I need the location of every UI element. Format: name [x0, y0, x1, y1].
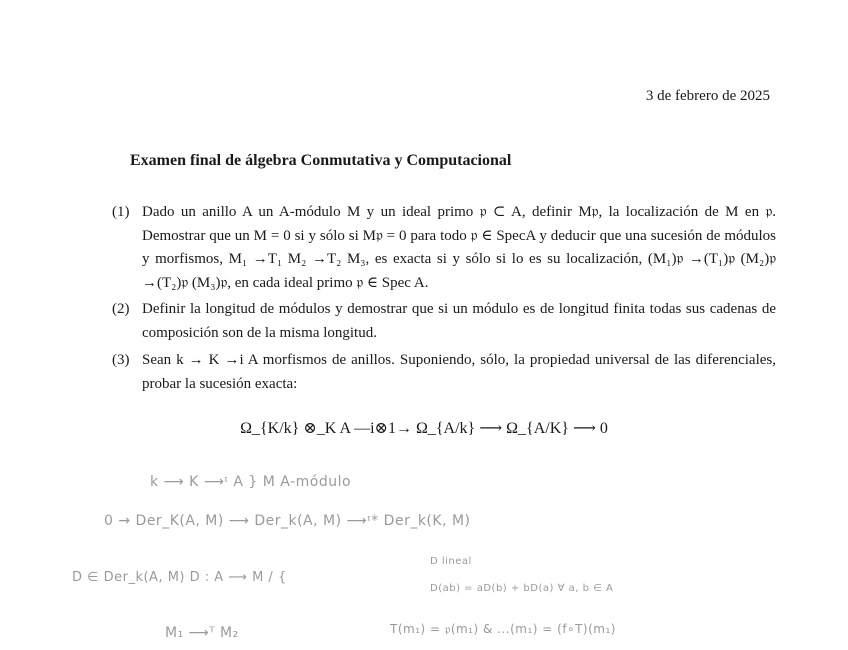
problem-text: Sean k → K →i A morfismos de anillos. Suponiendo, sólo, la propiedad universal de las diferenciales, probar la sucesión exacta: — [142, 352, 776, 392]
exact-sequence-formula: Ω_{K/k} ⊗_K A —i⊗1→ Ω_{A/k} ⟶ Ω_{A/K} ⟶ 0 — [240, 420, 608, 437]
handwritten-note: 0 → Der_K(A, M) ⟶ Der_k(A, M) ⟶ᶦ* Der_k(K, M) — [104, 513, 471, 529]
handwritten-note: D(ab) = aD(b) + bD(a) ∀ a, b ∈ A — [430, 583, 614, 594]
exam-date: 3 de febrero de 2025 — [645, 88, 770, 104]
handwritten-note: T(m₁) = 𝔭(m₁) & ...(m₁) = (f∘T)(m₁) — [390, 622, 616, 636]
problem-1 — [112, 201, 776, 295]
problem-2 — [112, 298, 776, 345]
problem-number: (2) — [112, 301, 130, 317]
handwritten-note: k ⟶ K ⟶ᶦ A } M A-módulo — [150, 474, 352, 490]
handwritten-note: D ∈ Der_k(A, M) D : A ⟶ M / { — [72, 570, 287, 585]
handwritten-note: M₁ ⟶ᵀ M₂ — [165, 625, 239, 641]
problem-number: (3) — [112, 352, 130, 368]
problem-number: (1) — [112, 204, 130, 220]
problem-text: Dado un anillo A un A-módulo M y un ideal primo 𝔭 ⊂ A, definir M𝔭, la localización de M en 𝔭. Demostrar que un M = 0 si y sólo si M𝔭 = 0 para todo 𝔭 ∈ SpecA y deducir que una sucesión de módulos y morfismos, M₁ →T₁ M₂ →T₂ M₃, es exacta si y sólo si lo es su localización, (M₁)𝔭 →(T₁)𝔭 (M₂)𝔭 →(T₂)𝔭 (M₃)𝔭, en cada ideal primo 𝔭 ∈ Spec A. — [142, 204, 776, 291]
handwritten-note: D lineal — [430, 556, 472, 567]
problem-3 — [112, 349, 776, 396]
problem-text: Definir la longitud de módulos y demostrar que si un módulo es de longitud finita todas sus cadenas de composición son de la misma longitud. — [142, 301, 776, 341]
exam-title: Examen final de álgebra Conmutativa y Computacional — [130, 152, 512, 169]
